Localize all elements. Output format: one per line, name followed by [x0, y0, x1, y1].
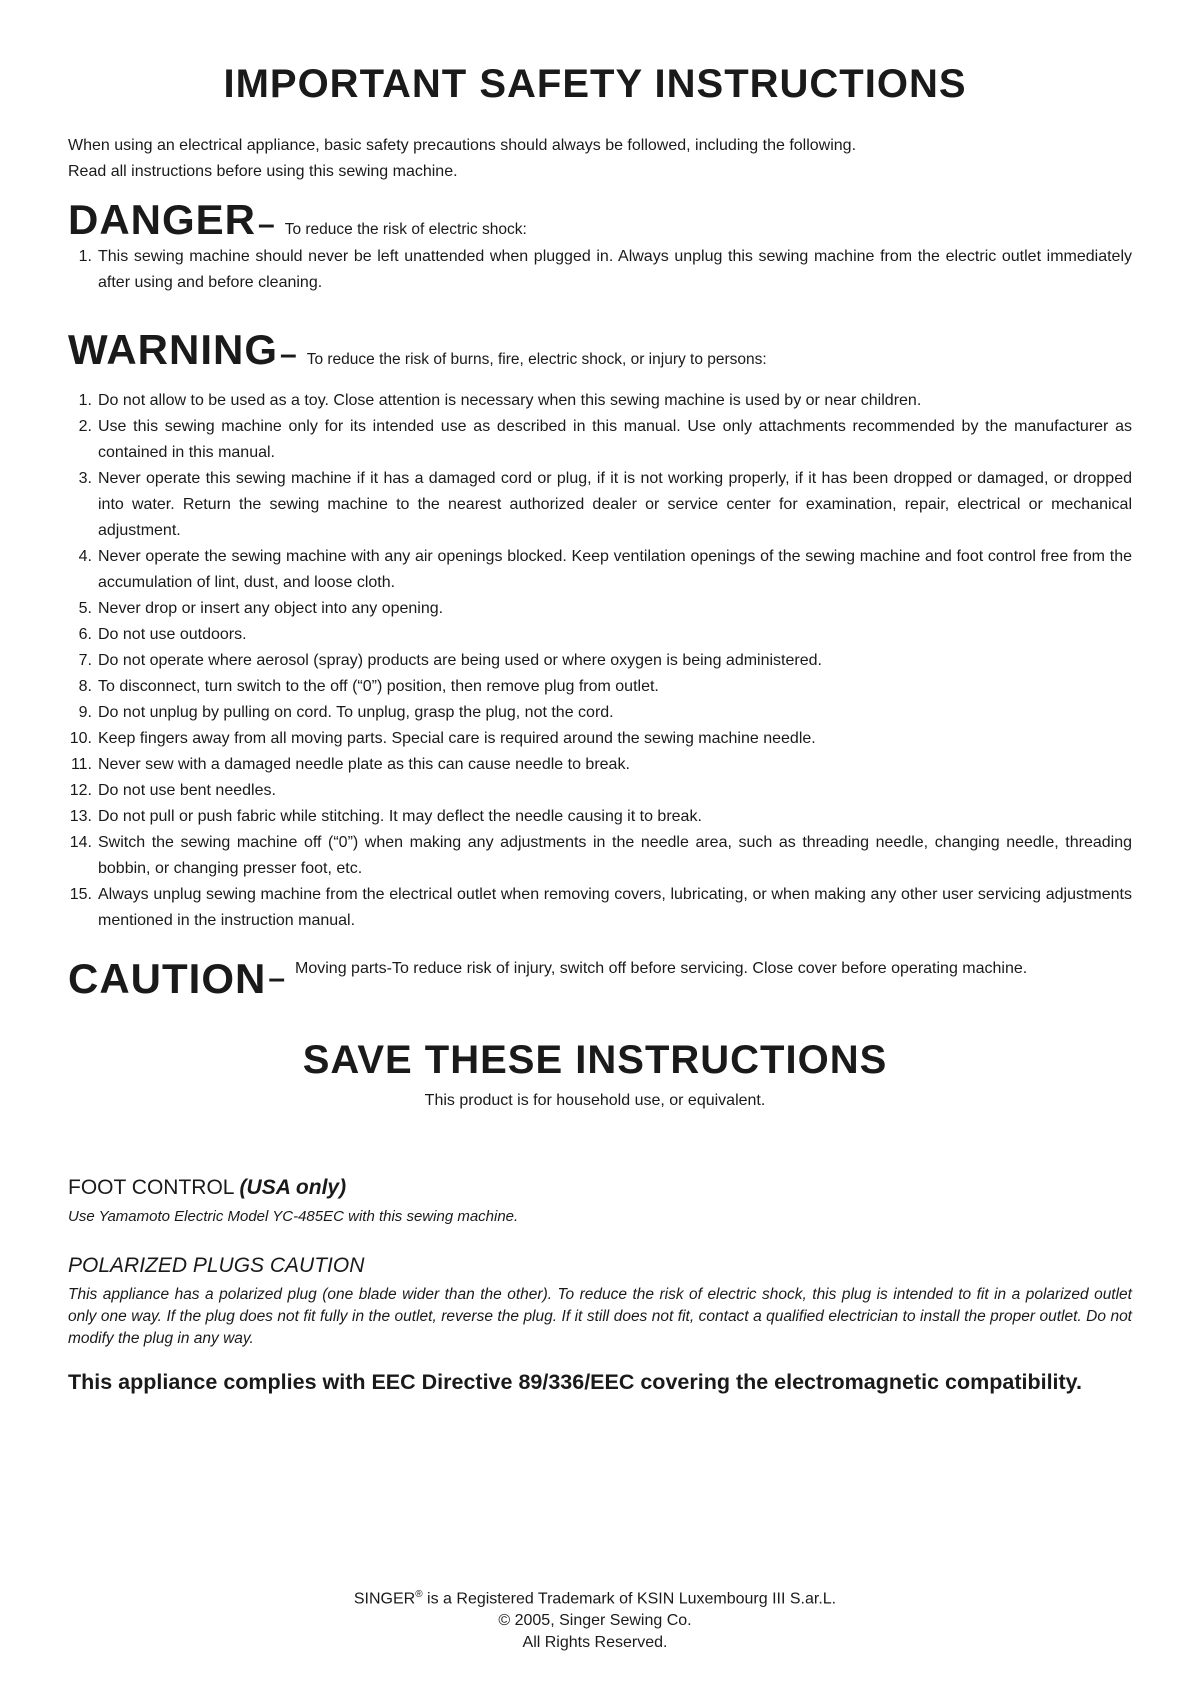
item-text: Never operate this sewing machine if it has a damaged cord or plug, if it is not working properly, if it has been dropped or damaged, or dropped into water. Return the sewing machine to the nearest authorized dealer or service center for examination, repair, electrical or mechanical adjustment.	[98, 470, 1132, 539]
list-item	[68, 244, 1132, 296]
caution-text: Moving parts-To reduce risk of injury, switch off before servicing. Close cover before operating machine.	[295, 960, 1028, 977]
item-number: 2.	[78, 418, 92, 435]
intro	[68, 133, 856, 185]
list-item	[68, 596, 1132, 622]
list-item	[68, 752, 1132, 778]
warning-list	[68, 388, 1132, 934]
item-text: Never sew with a damaged needle plate as this can cause needle to break.	[98, 756, 630, 773]
list-item	[68, 882, 1132, 934]
item-text: Do not unplug by pulling on cord. To unplug, grasp the plug, not the cord.	[98, 704, 614, 721]
list-item	[68, 622, 1132, 648]
item-text: Do not allow to be used as a toy. Close attention is necessary when this sewing machine is used by or near children.	[98, 392, 922, 409]
list-item	[68, 544, 1132, 596]
danger-heading	[68, 196, 527, 244]
caution-block	[68, 956, 1115, 1002]
list-item	[68, 414, 1132, 466]
warning-heading	[68, 326, 767, 374]
intro-line-1: When using an electrical appliance, basic safety precautions should always be followed, including the following.	[68, 137, 857, 154]
foot-control-heading	[68, 1176, 346, 1200]
item-number: 15.	[69, 886, 92, 903]
foot-control-title: FOOT CONTROL	[68, 1176, 234, 1199]
footer	[0, 1584, 1190, 1654]
item-text: Use this sewing machine only for its intended use as described in this manual. Use only attachments recommended by the manufacturer as contained in this manual.	[98, 418, 1132, 461]
item-number: 1.	[78, 248, 92, 265]
item-text: This sewing machine should never be left unattended when plugged in. Always unplug this sewing machine from the electric outlet immediately after using and before cleaning.	[98, 248, 1132, 291]
danger-word: DANGER	[68, 196, 257, 243]
item-number: 7.	[78, 652, 92, 669]
item-text: Never operate the sewing machine with any air openings blocked. Keep ventilation openings of the sewing machine and foot control free from the accumulation of lint, dust, and loose cloth.	[98, 548, 1132, 591]
caution-dash: –	[268, 962, 286, 995]
brand-name: SINGER	[353, 1590, 416, 1608]
polarized-heading: POLARIZED PLUGS CAUTION	[68, 1254, 365, 1277]
item-text: To disconnect, turn switch to the off (“0”) position, then remove plug from outlet.	[98, 678, 659, 695]
caution-word: CAUTION	[68, 955, 267, 1002]
warning-dash: –	[280, 338, 297, 371]
household-note: This product is for household use, or equivalent.	[424, 1092, 766, 1109]
item-text: Do not operate where aerosol (spray) products are being used or where oxygen is being administered.	[98, 652, 822, 669]
save-title: SAVE THESE INSTRUCTIONS	[302, 1038, 888, 1082]
rights-line: All Rights Reserved.	[522, 1634, 668, 1652]
warning-word: WARNING	[68, 326, 278, 373]
list-item	[68, 778, 1132, 804]
copyright-line: © 2005, Singer Sewing Co.	[498, 1612, 692, 1630]
item-number: 8.	[78, 678, 92, 695]
danger-dash: –	[258, 208, 275, 241]
item-number: 11.	[70, 756, 92, 773]
page-title: IMPORTANT SAFETY INSTRUCTIONS	[223, 62, 967, 106]
list-item	[68, 700, 1132, 726]
item-text: Do not pull or push fabric while stitching. It may deflect the needle causing it to break.	[98, 808, 702, 825]
item-text: Keep fingers away from all moving parts. Special care is required around the sewing machine needle.	[98, 730, 816, 747]
item-text: Switch the sewing machine off (“0”) when making any adjustments in the needle area, such as threading needle, changing needle, threading bobbin, or changing presser foot, etc.	[98, 834, 1132, 877]
item-text: Do not use bent needles.	[98, 782, 276, 799]
item-number: 12.	[69, 782, 92, 799]
item-text: Always unplug sewing machine from the electrical outlet when removing covers, lubricating, or when making any other user servicing adjustments mentioned in the instruction manual.	[98, 886, 1132, 929]
trademark-line	[0, 1584, 1190, 1610]
registered-mark: ®	[415, 1589, 423, 1600]
danger-list	[68, 244, 1132, 296]
warning-description: To reduce the risk of burns, fire, electric shock, or injury to persons:	[306, 351, 767, 368]
item-number: 5.	[78, 600, 92, 617]
danger-description: To reduce the risk of electric shock:	[284, 221, 527, 238]
polarized-text: This appliance has a polarized plug (one blade wider than the other). To reduce the risk of electric shock, this plug is intended to fit in a polarized outlet only one way. If the plug does not fit fully in the outlet, reverse the plug. If it still does not fit, contact a qualified electrician to install the proper outlet. Do not modify the plug in any way.	[68, 1286, 1132, 1347]
list-item	[68, 726, 1132, 752]
item-number: 6.	[78, 626, 92, 643]
item-number: 14.	[69, 834, 92, 851]
list-item	[68, 466, 1132, 544]
list-item	[68, 388, 1132, 414]
item-text: Never drop or insert any object into any opening.	[98, 600, 444, 617]
item-number: 1.	[78, 392, 92, 409]
intro-line-2: Read all instructions before using this sewing machine.	[68, 163, 458, 180]
item-number: 10.	[69, 730, 92, 747]
item-text: Do not use outdoors.	[98, 626, 247, 643]
eec-statement: This appliance complies with EEC Directive 89/336/EEC covering the electromagnetic compatibility.	[68, 1370, 1083, 1394]
foot-control-text: Use Yamamoto Electric Model YC-485EC with this sewing machine.	[68, 1208, 519, 1225]
foot-control-note: (USA only)	[239, 1176, 347, 1199]
item-number: 9.	[78, 704, 92, 721]
item-number: 13.	[69, 808, 92, 825]
list-item	[68, 830, 1132, 882]
item-number: 4.	[78, 548, 92, 565]
list-item	[68, 674, 1132, 700]
list-item	[68, 804, 1132, 830]
item-number: 3.	[78, 470, 92, 487]
trademark-text: is a Registered Trademark of KSIN Luxembourg III S.ar.L.	[422, 1590, 837, 1608]
list-item	[68, 648, 1132, 674]
